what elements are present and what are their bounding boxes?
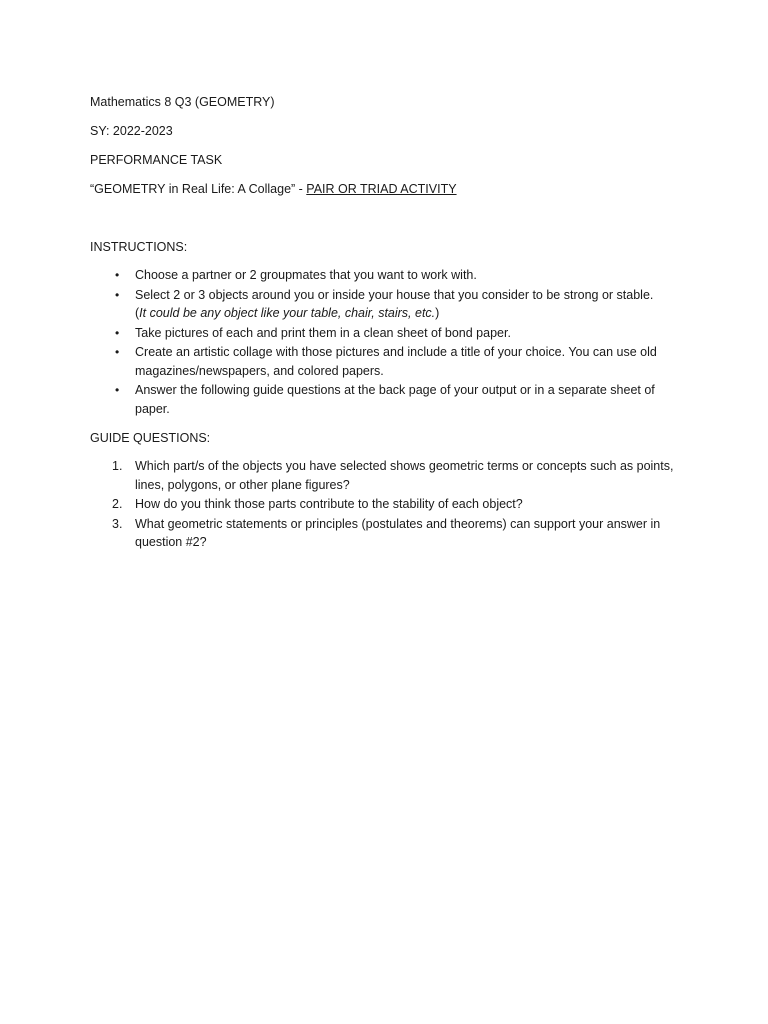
question-text: How do you think those parts contribute to the stability of each object? (135, 497, 523, 511)
guide-question-item (90, 515, 690, 552)
document-title: Mathematics 8 Q3 (GEOMETRY) (90, 95, 275, 109)
guide-question-item (90, 495, 690, 514)
instruction-note-close: ) (435, 306, 440, 320)
instruction-note-open: ( (135, 306, 140, 320)
instruction-item (90, 266, 690, 285)
instruction-text: Take pictures of each and print them in a clean sheet of bond paper. (135, 325, 511, 340)
document-body (90, 93, 690, 553)
question-number: 2. (112, 497, 123, 511)
bullet-icon: • (115, 325, 120, 340)
bullet-icon: • (115, 268, 120, 282)
instruction-text: Select 2 or 3 objects around you or inside your house that you consider to be strong or stable. (135, 287, 654, 302)
instruction-item (90, 324, 690, 343)
task-title-mode: PAIR OR TRIAD ACTIVITY (306, 182, 457, 196)
instruction-item (90, 286, 690, 323)
question-number: 3. (112, 516, 123, 531)
school-year: SY: 2022-2023 (90, 124, 173, 138)
instructions-heading: INSTRUCTIONS: (90, 240, 188, 254)
instruction-item (90, 343, 690, 380)
task-title-prefix: “GEOMETRY in Real Life: A Collage” - (90, 182, 307, 196)
instructions-list (90, 266, 690, 418)
guide-questions-heading: GUIDE QUESTIONS: (90, 431, 211, 445)
task-title (90, 180, 690, 198)
bullet-icon: • (115, 345, 120, 359)
question-number: 1. (112, 459, 123, 473)
instruction-note: It could be any object like your table, chair, stairs, etc. (139, 306, 436, 320)
task-type: PERFORMANCE TASK (90, 153, 223, 167)
bullet-icon: • (115, 383, 120, 397)
guide-questions-list (90, 457, 690, 552)
guide-question-item (90, 457, 690, 494)
question-text: What geometric statements or principles (postulates and theorems) can support your answer in question #2? (135, 516, 661, 549)
instruction-text: Create an artistic collage with those pictures and include a title of your choice. You can use old magazines/newspapers, and colored papers. (135, 345, 657, 378)
question-text: Which part/s of the objects you have selected shows geometric terms or concepts such as points, lines, polygons, or other plane figures? (135, 459, 674, 492)
instruction-text: Choose a partner or 2 groupmates that you want to work with. (135, 268, 477, 282)
instruction-item (90, 381, 690, 418)
bullet-icon: • (115, 287, 120, 302)
instruction-text: Answer the following guide questions at the back page of your output or in a separate sheet of paper. (135, 383, 655, 416)
